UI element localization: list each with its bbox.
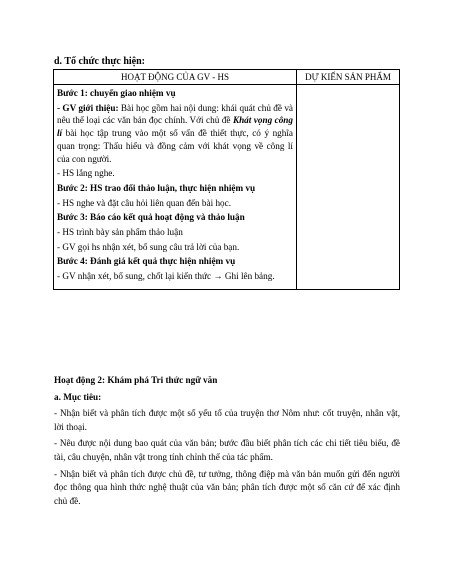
gv-intro-label: - GV giới thiệu: (57, 102, 119, 113)
gv-intro-text2: bài học tập trung vào một số vấn đề thiết thực, có ý nghĩa quan trọng: Thấu hiểu và đồng cảm với khát vọng về công lí của con người. (57, 128, 293, 164)
step2-title: Bước 2: HS trao đổi thảo luận, thực hiện nhiệm vụ (57, 182, 256, 193)
step4-title: Bước 4: Đánh giá kết quả thực hiện nhiệm vụ (57, 256, 236, 267)
activities-cell (54, 85, 297, 290)
table-header-row (54, 70, 400, 85)
step2-line1: - HS nghe và đặt câu hỏi liên quan đến bài học. (57, 197, 232, 208)
activity-table (53, 69, 400, 290)
step3-line1: - HS trình bày sản phẩm thảo luận (57, 227, 183, 238)
section-heading-organization: d. Tổ chức thực hiện: (54, 56, 145, 67)
step3-title: Bước 3: Báo cáo kết quả hoạt động và thảo luận (57, 212, 245, 223)
objective-item: - Nhận biết và phân tích được một số yếu tố của truyện thơ Nôm như: cốt truyện, nhân vật, lời thoại. (54, 408, 400, 432)
gv-intro-text1: Bài học gồm hai nội dung: khái quát chủ đề và nêu thể loại các văn bản đọc chính. Với chủ đề (57, 102, 293, 126)
objective-item: - Nhận biết và phân tích được chủ đề, tư tưởng, thông điệp mà văn bản muốn gửi đến người đọc thông qua hình thức nghệ thuật của văn bản; phân tích được một số căn cứ để xác định chủ đề. (54, 468, 400, 506)
hs-listen: - HS lắng nghe. (57, 168, 115, 179)
step1-title: Bước 1: chuyển giao nhiệm vụ (57, 88, 176, 98)
expected-product-cell (297, 85, 400, 290)
step4-line1: - GV nhận xét, bổ sung, chốt lại kiến thức → Ghi lên bảng. (57, 271, 275, 282)
table-header-expected-product: DỰ KIẾN SẢN PHẨM (297, 70, 400, 85)
objective-item: - Nêu được nội dung bao quát của văn bản; bước đầu biết phân tích các chi tiết tiêu biểu, đề tài, câu chuyện, nhân vật trong tính chỉnh thể của tác phẩm. (54, 438, 400, 462)
table-row (54, 85, 400, 290)
activity2-title: Hoạt động 2: Khám phá Tri thức ngữ văn (54, 375, 218, 385)
table-header-activities: HOẠT ĐỘNG CỦA GV - HS (54, 70, 297, 85)
objective-title: a. Mục tiêu: (54, 391, 102, 402)
activity2-section (54, 374, 400, 511)
gv-intro-paragraph (57, 102, 293, 166)
step3-line2: - GV gọi hs nhận xét, bổ sung câu trả lời của bạn. (57, 241, 240, 252)
gv-intro-topic: Khát vọng công lí (57, 115, 293, 139)
